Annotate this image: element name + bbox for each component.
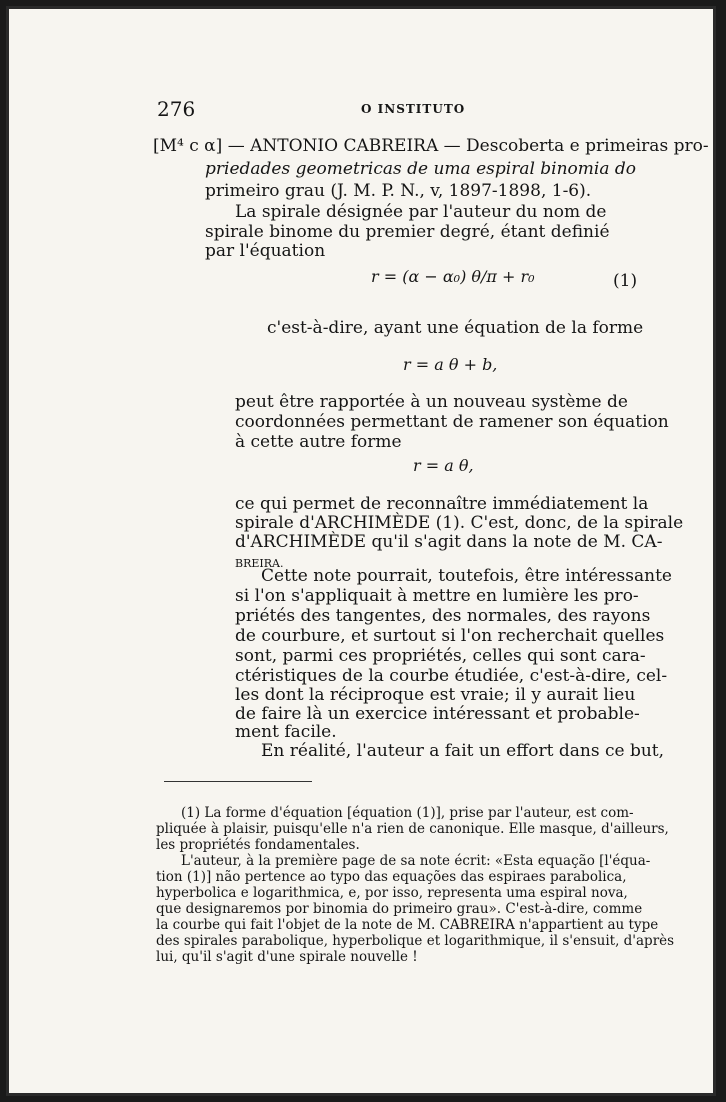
text-line: ce qui permet de reconnaître immédiatement la [235, 494, 649, 514]
footnote-line: L'auteur, à la première page de sa note écrit: «Esta equação [l'équa- [181, 853, 651, 869]
text-line: d'ARCHIMÈDE qu'il s'agit dans la note de M. CA- [235, 532, 663, 552]
text-line: spirale binome du premier degré, étant definié [205, 222, 610, 242]
scanned-page [6, 6, 716, 1096]
text-line: [M⁴ c α] — ANTONIO CABREIRA — Descoberta e primeiras pro- [153, 136, 709, 156]
text-line: si l'on s'appliquait à mettre en lumière les pro- [235, 586, 639, 606]
equation-2: r = a θ + b, [403, 355, 498, 374]
footnote-divider [164, 781, 312, 782]
text-line: La spirale désignée par l'auteur du nom de [235, 202, 607, 222]
text-line: En réalité, l'auteur a fait un effort dans ce but, [261, 741, 665, 761]
text-line: peut être rapportée à un nouveau système de [235, 392, 628, 412]
page-number: 276 [157, 97, 196, 121]
equation-3: r = a θ, [413, 456, 474, 475]
text-line: ment facile. [235, 722, 337, 742]
footnote-line: la courbe qui fait l'objet de la note de M. CABREIRA n'appartient au type [156, 917, 659, 933]
text-line: c'est-à-dire, ayant une équation de la forme [267, 318, 644, 338]
text-line: spirale d'ARCHIMÈDE (1). C'est, donc, de la spirale [235, 513, 684, 533]
text-line: BREIRA. [235, 557, 284, 570]
text-line: coordonnées permettant de ramener son équation [235, 412, 669, 432]
running-title: O INSTITUTO [361, 102, 466, 116]
text-line: les dont la réciproque est vraie; il y aurait lieu [235, 685, 636, 705]
equation-1: r = (α − α₀) θ/π + r₀ [371, 267, 535, 286]
text-line: sont, parmi ces propriétés, celles qui sont cara- [235, 646, 646, 666]
text-line: de courbure, et surtout si l'on recherchait quelles [235, 626, 665, 646]
equation-number: (1) [613, 271, 638, 291]
footnote-line: pliquée à plaisir, puisqu'elle n'a rien de canonique. Elle masque, d'ailleurs, [156, 821, 669, 837]
footnote-line: lui, qu'il s'agit d'une spirale nouvelle ! [156, 949, 418, 965]
footnote-line: (1) La forme d'équation [équation (1)], prise par l'auteur, est com- [181, 805, 634, 821]
text-line: de faire là un exercice intéressant et probable- [235, 704, 640, 724]
text-line: ctéristiques de la courbe étudiée, c'est-à-dire, cel- [235, 666, 668, 686]
text-line: priedades geometricas de uma espiral binomia do [205, 159, 637, 179]
footnote-line: les propriétés fondamentales. [156, 837, 360, 853]
text-line: priétés des tangentes, des normales, des rayons [235, 606, 651, 626]
text-line: à cette autre forme [235, 432, 402, 452]
text-line: par l'équation [205, 241, 326, 261]
text-line: Cette note pourrait, toutefois, être intéressante [261, 566, 672, 586]
footnote-line: hyperbolica e logarithmica, e, por isso, representa uma espiral nova, [156, 885, 628, 901]
footnote-line: tion (1)] não pertence ao typo das equações das espiraes parabolica, [156, 869, 627, 885]
text-line: primeiro grau (J. M. P. N., v, 1897-1898, 1-6). [205, 181, 592, 201]
footnote-line: que designaremos por binomia do primeiro grau». C'est-à-dire, comme [156, 901, 643, 917]
footnote-line: des spirales parabolique, hyperbolique et logarithmique, il s'ensuit, d'après [156, 933, 675, 949]
